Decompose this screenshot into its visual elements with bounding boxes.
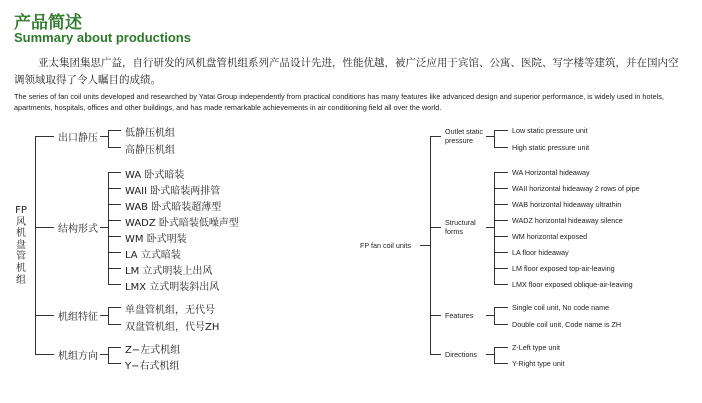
group-label-cn: 结构形式	[58, 224, 98, 235]
group-connector-line-cn	[35, 136, 54, 137]
bracket-line-cn	[108, 307, 109, 325]
group-connector-line-en	[430, 315, 441, 316]
tree-item-cn: LA 立式暗装	[125, 250, 181, 261]
group-connector-line-en	[430, 136, 441, 137]
bracket-connector-line-cn	[100, 315, 108, 316]
intro-paragraph-en: The series of fan coil units developed and researched by Yatai Group independently from practical conditions has many features like advanced design and superior performance, is widely used in hotels, apartments, hospitals, offices and other buildings, and has made remarkable achievements in air conditioning field all over the world.	[14, 92, 664, 112]
tree-item-cn: Z−左式机组	[125, 345, 181, 356]
bracket-connector-line-en	[486, 354, 494, 355]
item-tick-line-cn	[108, 172, 121, 173]
item-tick-line-cn	[108, 284, 121, 285]
bracket-connector-line-en	[486, 136, 494, 137]
tree-item-en: LA floor hideaway	[512, 248, 569, 257]
page-title-en: Summary about productions	[14, 30, 191, 45]
bracket-line-cn	[108, 347, 109, 364]
bracket-connector-line-en	[486, 227, 494, 228]
item-tick-line-cn	[108, 252, 121, 253]
item-tick-line-en	[494, 172, 508, 173]
tree-item-cn: WAII 卧式暗装两排管	[125, 186, 221, 197]
tree-item-cn: Y−右式机组	[125, 361, 180, 372]
tree-item-en: WAB horizontal hideaway ultrathin	[512, 200, 622, 209]
tree-item-en: WM horizontal exposed	[512, 232, 588, 241]
item-tick-line-cn	[108, 347, 121, 348]
group-connector-line-cn	[35, 227, 54, 228]
tree-item-en: WA Horizontal hideaway	[512, 168, 590, 177]
item-tick-line-en	[494, 252, 508, 253]
tree-item-en: Single coil unit, No code name	[512, 303, 610, 312]
item-tick-line-cn	[108, 204, 121, 205]
item-tick-line-en	[494, 363, 508, 364]
item-tick-line-cn	[108, 268, 121, 269]
item-tick-line-cn	[108, 307, 121, 308]
tree-item-cn: LM 立式明装上出风	[125, 266, 213, 277]
bracket-connector-line-en	[486, 315, 494, 316]
item-tick-line-cn	[108, 220, 121, 221]
tree-item-cn: WM 卧式明装	[125, 234, 187, 245]
group-label-en: Directions	[445, 350, 477, 359]
item-tick-line-en	[494, 130, 508, 131]
group-label-cn: 出口静压	[58, 133, 98, 144]
item-tick-line-cn	[108, 324, 121, 325]
tree-spine-line-en	[430, 136, 431, 355]
tree-item-en: Low static pressure unit	[512, 126, 588, 135]
group-label-en: Features	[445, 311, 474, 320]
item-tick-line-en	[494, 307, 508, 308]
group-label-cn: 机组特征	[58, 312, 98, 323]
tree-spine-line-cn	[35, 136, 36, 355]
tree-item-en: High static pressure unit	[512, 143, 590, 152]
tree-item-en: WAII horizontal hideaway 2 rows of pipe	[512, 184, 640, 193]
item-tick-line-en	[494, 347, 508, 348]
bracket-connector-line-cn	[100, 354, 108, 355]
tree-item-cn: LMX 立式明装斜出风	[125, 282, 220, 293]
group-connector-line-en	[430, 354, 441, 355]
bracket-connector-line-cn	[100, 136, 108, 137]
item-tick-line-en	[494, 220, 508, 221]
bracket-connector-line-cn	[100, 227, 108, 228]
group-connector-line-cn	[35, 354, 54, 355]
page-title-cn: 产品简述	[14, 13, 82, 33]
group-label-en: Outlet static pressure	[445, 127, 483, 145]
item-tick-line-cn	[108, 236, 121, 237]
item-tick-line-en	[494, 236, 508, 237]
tree-item-cn: 低静压机组	[125, 128, 175, 139]
tree-item-en: WADZ horizontal hideaway silence	[512, 216, 623, 225]
group-label-en: Structural forms	[445, 218, 476, 236]
group-connector-line-en	[430, 227, 441, 228]
group-connector-line-cn	[35, 315, 54, 316]
item-tick-line-cn	[108, 147, 121, 148]
item-tick-line-cn	[108, 130, 121, 131]
root-connector-line-en	[420, 245, 430, 246]
item-tick-line-cn	[108, 188, 121, 189]
intro-paragraph-cn: 亚太集团集思广益，自行研发的风机盘管机组系列产品设计先进，性能优越，被广泛应用于宾馆、公寓、医院、写字楼等建筑，并在国内空调领域取得了令人瞩目的成绩。	[14, 57, 679, 86]
tree-item-en: Z-Left type unit	[512, 343, 560, 352]
tree-item-en: LM floor exposed top-air-leaving	[512, 264, 615, 273]
bracket-line-en	[494, 307, 495, 325]
tree-root-label-cn: FP风机盘管机组	[15, 205, 27, 286]
tree-item-cn: 高静压机组	[125, 145, 175, 156]
item-tick-line-en	[494, 204, 508, 205]
item-tick-line-en	[494, 324, 508, 325]
item-tick-line-en	[494, 284, 508, 285]
bracket-line-en	[494, 130, 495, 148]
tree-item-cn: WAB 卧式暗装超薄型	[125, 202, 222, 213]
group-label-cn: 机组方向	[58, 351, 98, 362]
tree-root-label-en: FP fan coil units	[360, 241, 412, 250]
tree-item-en: LMX floor exposed oblique-air-leaving	[512, 280, 633, 289]
item-tick-line-en	[494, 147, 508, 148]
item-tick-line-cn	[108, 363, 121, 364]
item-tick-line-en	[494, 268, 508, 269]
bracket-line-en	[494, 347, 495, 364]
item-tick-line-en	[494, 188, 508, 189]
tree-item-cn: WA 卧式暗装	[125, 170, 185, 181]
tree-item-en: Y-Right type unit	[512, 359, 565, 368]
tree-item-cn: WADZ 卧式暗装低噪声型	[125, 218, 239, 229]
tree-item-cn: 单盘管机组，无代号	[125, 305, 215, 316]
tree-item-en: Double coil unit, Code name is ZH	[512, 320, 622, 329]
tree-item-cn: 双盘管机组，代号ZH	[125, 322, 220, 333]
bracket-line-cn	[108, 130, 109, 148]
